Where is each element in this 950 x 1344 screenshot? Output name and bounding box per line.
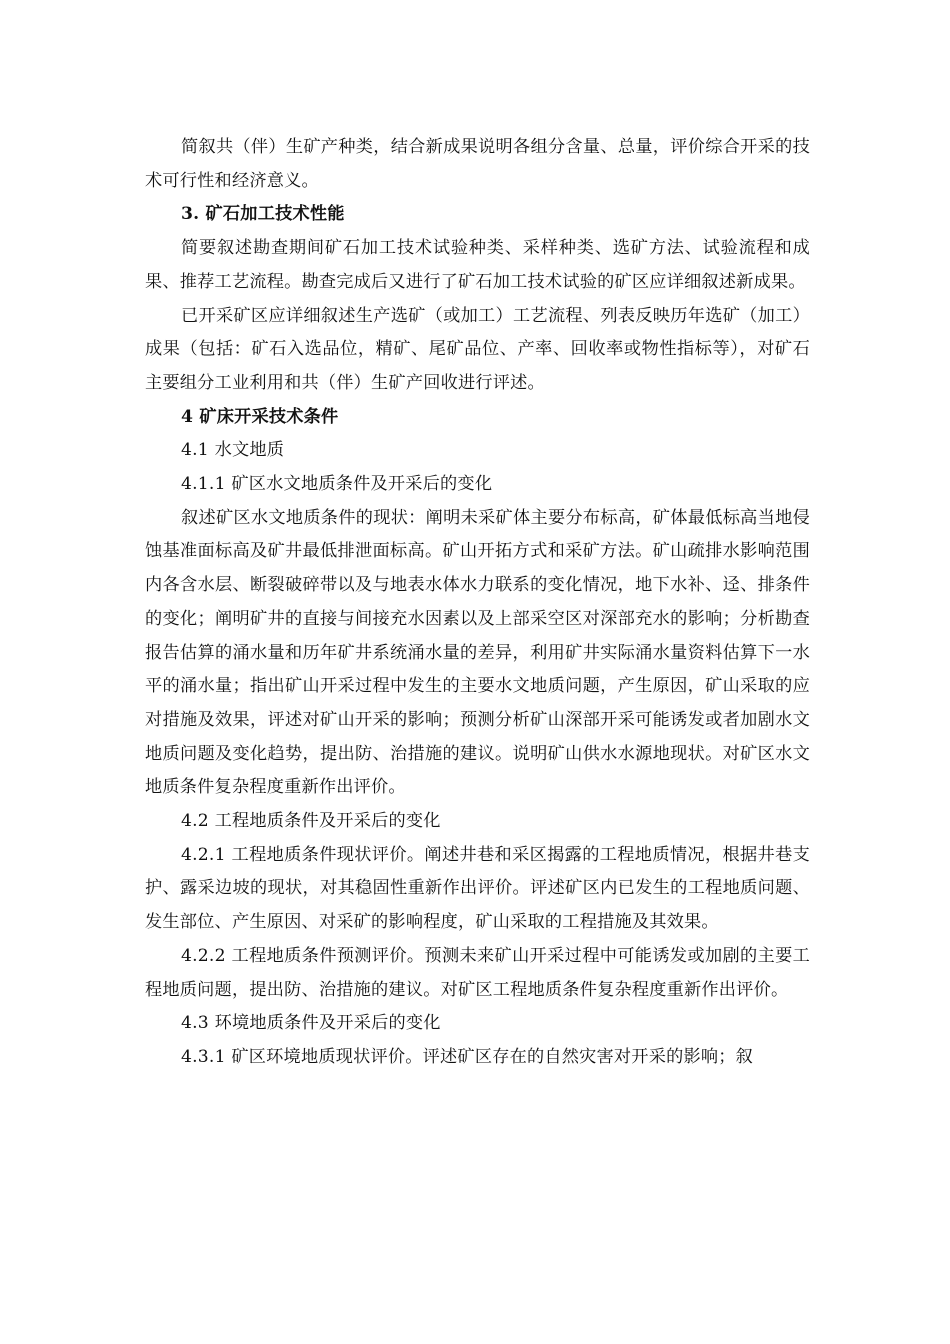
paragraph-environmental-status: 4.3.1 矿区环境地质现状评价。评述矿区存在的自然灾害对开采的影响；叙 <box>181 1046 754 1067</box>
subheading-hydrogeology: 4.1 水文地质 <box>181 440 285 461</box>
section-heading-ore-processing: 3. 矿石加工技术性能 <box>181 204 345 225</box>
paragraph-mined-area-processing: 已开采矿区应详细叙述生产选矿（或加工）工艺流程、列表反映历年选矿（加工）成果（包括：矿石入选品位，精矿、尾矿品位、产率、回收率或物性指标等），对矿石主要组分工业利用和共（伴）生矿产回收进行评述。 <box>145 305 810 393</box>
subheading-environmental-geology: 4.3 环境地质条件及开采后的变化 <box>181 1013 441 1034</box>
paragraph-coassociated-minerals: 简叙共（伴）生矿产种类，结合新成果说明各组分含量、总量，评价综合开采的技术可行性和经济意义。 <box>145 137 810 191</box>
paragraph-engineering-status: 4.2.1 工程地质条件现状评价。阐述井巷和采区揭露的工程地质情况，根据井巷支护、露采边坡的现状，对其稳固性重新作出评价。评述矿区内已发生的工程地质问题、发生部位、产生原因、对采矿的影响程度，矿山采取的工程措施及其效果。 <box>145 844 810 933</box>
subheading-engineering-geology: 4.2 工程地质条件及开采后的变化 <box>181 811 441 832</box>
section-heading-mining-conditions: 4 矿床开采技术条件 <box>181 406 339 427</box>
paragraph-hydrogeology-status: 叙述矿区水文地质条件的现状：阐明未采矿体主要分布标高，矿体最低标高当地侵蚀基准面标高及矿井最低排泄面标高。矿山开拓方式和采矿方法。矿山疏排水影响范围内各含水层、断裂破碎带以及与地表水体水力联系的变化情况，地下水补、迳、排条件的变化；阐明矿井的直接与间接充水因素以及上部采空区对深部充水的影响；分析勘查报告估算的涌水量和历年矿井系统涌水量的差异，利用矿井实际涌水量资料估算下一水平的涌水量；指出矿山开采过程中发生的主要水文地质问题，产生原因，矿山采取的应对措施及效果，评述对矿山开采的影响；预测分析矿山深部开采可能诱发或者加剧水文地质问题及变化趋势，提出防、治措施的建议。说明矿山供水水源地现状。对矿区水文地质条件复杂程度重新作出评价。 <box>145 507 810 798</box>
document-body <box>145 131 810 1075</box>
paragraph-engineering-forecast: 4.2.2 工程地质条件预测评价。预测未来矿山开采过程中可能诱发或加剧的主要工程地质问题，提出防、治措施的建议。对矿区工程地质条件复杂程度重新作出评价。 <box>145 945 810 1000</box>
paragraph-processing-tests: 简要叙述勘查期间矿石加工技术试验种类、采样种类、选矿方法、试验流程和成果、推荐工艺流程。勘查完成后又进行了矿石加工技术试验的矿区应详细叙述新成果。 <box>145 238 810 292</box>
subheading-hydrogeology-changes: 4.1.1 矿区水文地质条件及开采后的变化 <box>181 474 493 495</box>
